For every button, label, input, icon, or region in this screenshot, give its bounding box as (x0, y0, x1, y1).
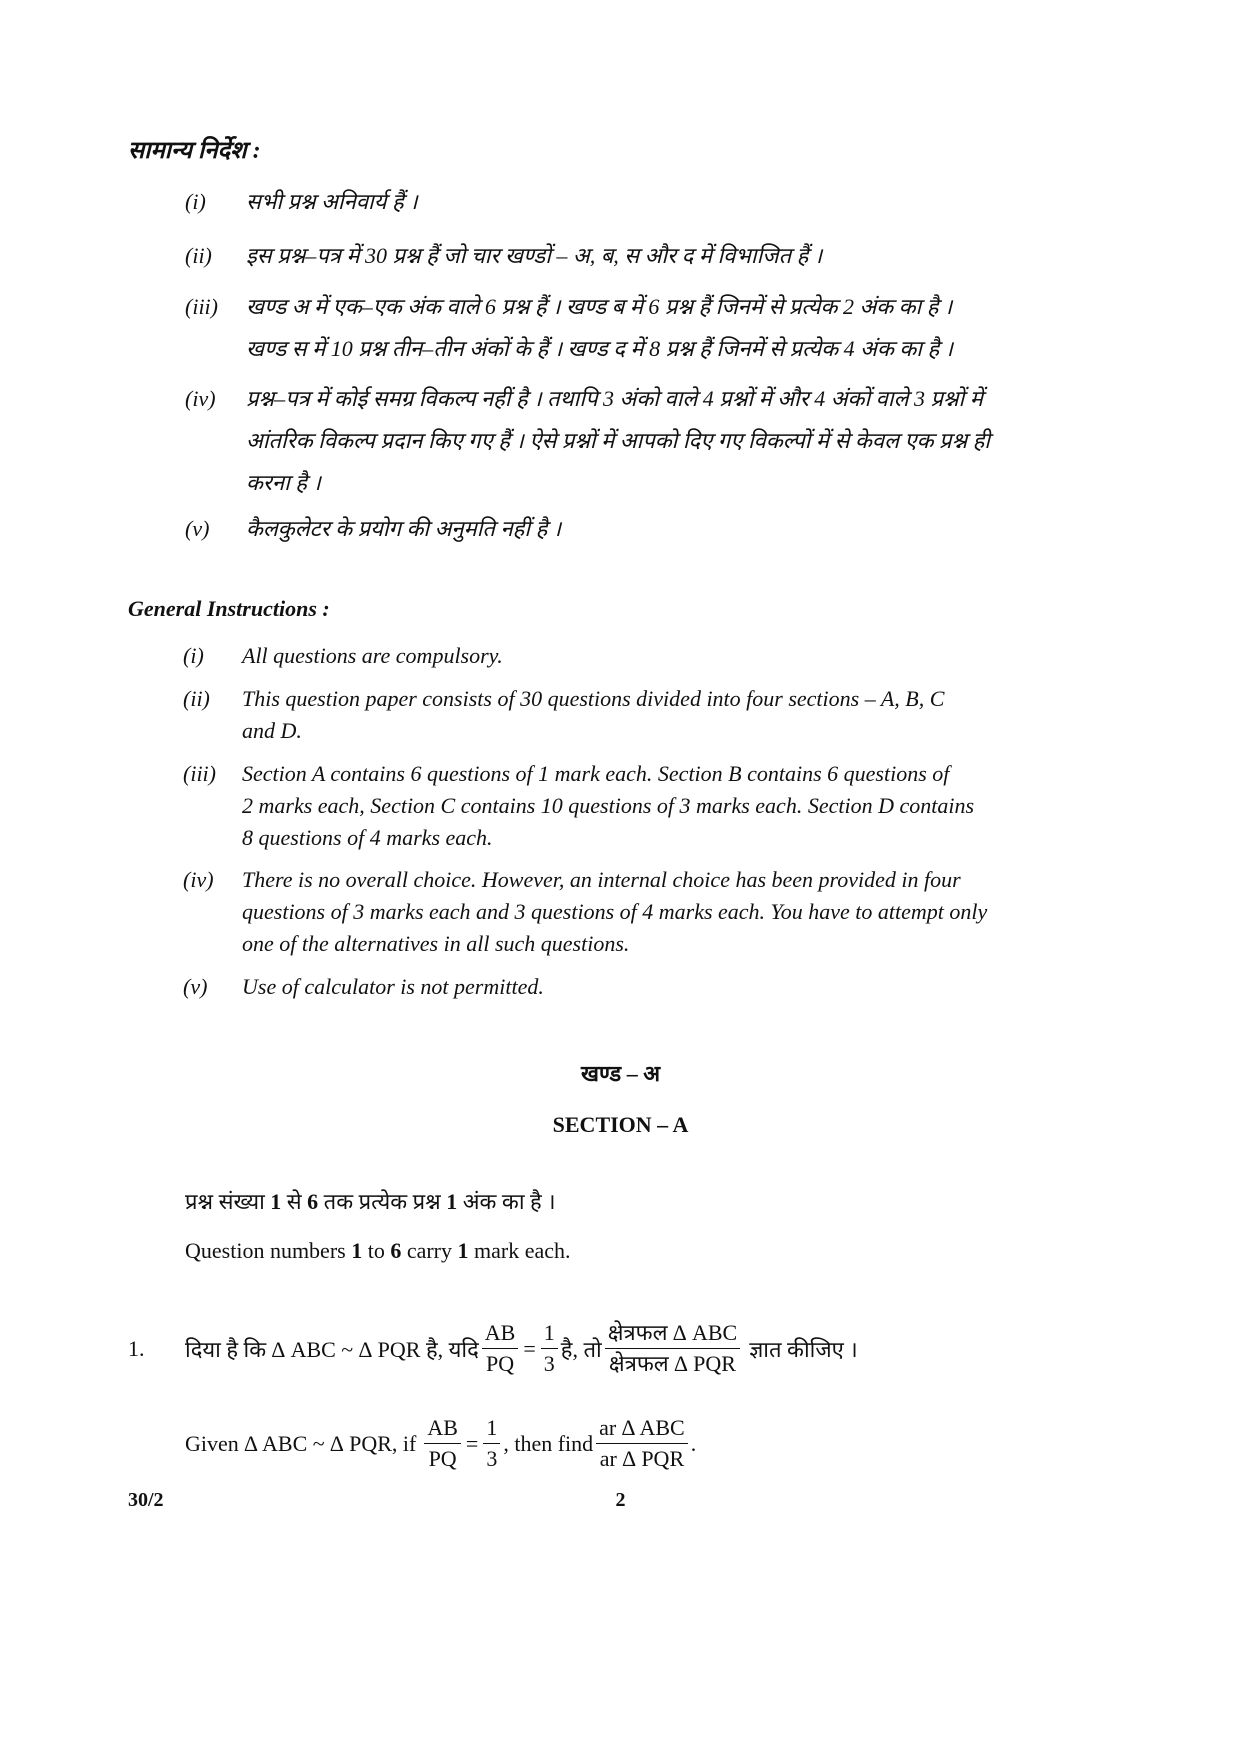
fraction-one-third (541, 1318, 558, 1379)
item-number: (iii) (183, 761, 216, 786)
item-line: questions of 3 marks each and 3 questions of 4 marks each. You have to attempt only (242, 899, 988, 924)
item-number: (iii) (185, 294, 218, 319)
fraction-denominator: PQ (486, 1351, 515, 1376)
item-text (246, 378, 1106, 504)
note-text: से (281, 1189, 308, 1214)
item-line: खण्ड स में 10 प्रश्न तीन–तीन अंकों के हैं । खण्ड द में 8 प्रश्न हैं जिनमें से प्रत्येक 4 अंक का है । (246, 336, 953, 361)
item-line: प्रश्न–पत्र में कोई समग्र विकल्प नहीं है । तथापि 3 अंको वाले 4 प्रश्नों में और 4 अंकों वाले 3 प्रश्नों में (246, 386, 983, 411)
item-number: (iv) (183, 867, 214, 892)
question-text: . (690, 1430, 697, 1456)
fraction-numerator: AB (482, 1318, 519, 1349)
fraction-numerator: 1 (541, 1318, 558, 1349)
fraction-numerator: ar ∆ ABC (596, 1413, 688, 1444)
item-number: (ii) (185, 243, 212, 268)
item-number: (v) (185, 516, 210, 541)
note-number: 1 (446, 1189, 458, 1214)
item-line: खण्ड अ में एक–एक अंक वाले 6 प्रश्न हैं । खण्ड ब में 6 प्रश्न हैं जिनमें से प्रत्येक 2 अंक का है । (246, 294, 953, 319)
item-number: (i) (183, 643, 204, 668)
question-text: , then find (503, 1430, 594, 1456)
fraction-ab-pq (482, 1318, 519, 1379)
item-line: 8 questions of 4 marks each. (242, 825, 493, 850)
note-text: to (362, 1238, 391, 1263)
item-line: and D. (242, 718, 302, 743)
item-text: कैलकुलेटर के प्रयोग की अनुमति नहीं है । (246, 516, 562, 541)
question-1-hindi (128, 1318, 858, 1379)
note-number: 1 (351, 1238, 363, 1263)
hindi-instructions-heading: सामान्य निर्देश : (128, 138, 261, 164)
item-line: This question paper consists of 30 questions divided into four sections – A, B, C (242, 686, 945, 711)
item-text: Use of calculator is not permitted. (242, 974, 544, 999)
item-line: आंतरिक विकल्प प्रदान किए गए हैं । ऐसे प्रश्नों में आपको दिए गए विकल्पों में से केवल एक प्रश्न ही (246, 428, 990, 453)
equals-sign: = (465, 1430, 479, 1456)
item-text (246, 286, 1106, 370)
section-title-english: SECTION – A (552, 1112, 689, 1137)
fraction-ab-pq (424, 1413, 461, 1474)
note-number: 6 (390, 1238, 402, 1263)
note-text: अंक का है । (457, 1189, 556, 1214)
note-text: Question numbers (185, 1238, 352, 1263)
fraction-area-ratio (596, 1413, 688, 1474)
note-text: carry (401, 1238, 458, 1263)
page-number: 2 (615, 1489, 626, 1511)
fraction-numerator: AB (424, 1413, 461, 1444)
paper-code: 30/2 (128, 1489, 164, 1511)
fraction-denominator: ar ∆ PQR (599, 1446, 685, 1471)
note-number: 6 (307, 1189, 319, 1214)
item-text (242, 683, 1103, 747)
item-line: Section A contains 6 questions of 1 mark each. Section B contains 6 questions of (242, 761, 950, 786)
item-line: There is no overall choice. However, an internal choice has been provided in four (242, 867, 961, 892)
section-note-english (185, 1238, 571, 1264)
question-text: दिया है कि ∆ ABC ~ ∆ PQR है, यदि (185, 1336, 479, 1362)
question-1-english (185, 1413, 696, 1474)
item-line: करना है । (246, 470, 321, 495)
note-text: प्रश्न संख्या (185, 1189, 271, 1214)
fraction-area-ratio (605, 1318, 741, 1379)
fraction-one-third (483, 1413, 500, 1474)
note-text: तक प्रत्येक प्रश्न (318, 1189, 447, 1214)
question-text: Given ∆ ABC ~ ∆ PQR, if (185, 1430, 417, 1456)
fraction-numerator: क्षेत्रफल ∆ ABC (605, 1318, 741, 1349)
question-text: ज्ञात कीजिए । (749, 1336, 858, 1362)
item-text (242, 864, 1103, 960)
item-number: (ii) (183, 686, 210, 711)
english-instructions-heading: General Instructions : (128, 596, 330, 621)
item-text: इस प्रश्न–पत्र में 30 प्रश्न हैं जो चार खण्डों – अ, ब, स और द में विभाजित हैं । (246, 243, 823, 268)
fraction-denominator: क्षेत्रफल ∆ PQR (608, 1351, 736, 1376)
item-number: (iv) (185, 386, 216, 411)
note-number: 1 (457, 1238, 469, 1263)
equals-sign: = (523, 1335, 536, 1361)
section-title-hindi: खण्ड – अ (580, 1061, 661, 1086)
question-number: 1. (128, 1335, 145, 1361)
fraction-numerator: 1 (483, 1413, 500, 1444)
fraction-denominator: 3 (543, 1351, 555, 1376)
item-number: (i) (185, 189, 206, 214)
item-text: All questions are compulsory. (242, 643, 503, 668)
fraction-denominator: 3 (486, 1446, 498, 1471)
note-text: mark each. (468, 1238, 571, 1263)
item-line: 2 marks each, Section C contains 10 questions of 3 marks each. Section D contains (242, 793, 975, 818)
item-text (242, 758, 1103, 854)
section-note-hindi (185, 1186, 556, 1216)
item-line: one of the alternatives in all such questions. (242, 931, 630, 956)
fraction-denominator: PQ (428, 1446, 457, 1471)
item-text: सभी प्रश्न अनिवार्य हैं । (246, 189, 418, 214)
note-number: 1 (270, 1189, 282, 1214)
item-number: (v) (183, 974, 208, 999)
question-text: है, तो (560, 1336, 602, 1362)
